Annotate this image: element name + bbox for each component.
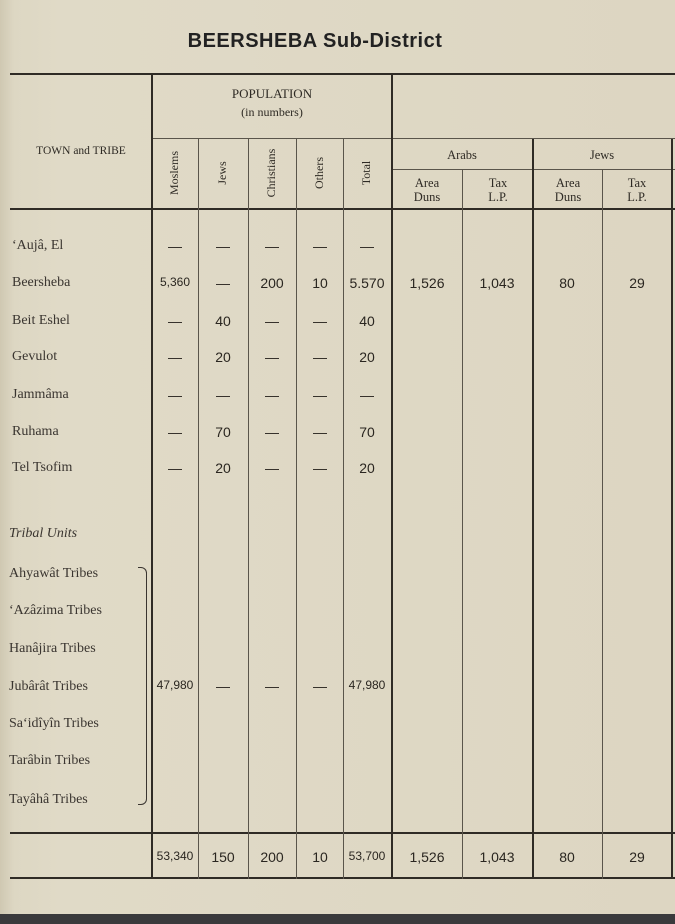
table-cell: 5.570 — [349, 275, 385, 291]
total-cell: 53,340 — [156, 849, 194, 863]
total-cell: 29 — [629, 849, 645, 865]
table-cell: — — [168, 387, 182, 403]
population-header: POPULATION — [231, 86, 313, 101]
total-cell: 1,526 — [409, 849, 445, 865]
table-cell: 1,043 — [479, 275, 515, 291]
table-cell: — — [168, 238, 182, 254]
tribe-label: Jubârât Tribes — [9, 679, 88, 694]
table-cell: — — [313, 424, 327, 440]
table-cell: — — [265, 313, 279, 329]
table-cell: 20 — [215, 460, 231, 476]
total-cell: 1,043 — [479, 849, 515, 865]
table-cell: 70 — [215, 424, 231, 440]
total-cell: 200 — [260, 849, 284, 865]
tribe-label: Hanâjira Tribes — [9, 641, 96, 656]
tribes-brace — [138, 567, 147, 805]
col-header-total: Total — [359, 160, 373, 186]
table-cell: — — [313, 349, 327, 365]
table-cell: — — [216, 238, 230, 254]
row-label: Gevulot — [12, 349, 58, 364]
table-cell: 20 — [359, 349, 375, 365]
bottom-strip — [0, 914, 675, 924]
col-rule-jews-land — [532, 139, 534, 879]
table-cell: 80 — [559, 275, 575, 291]
table-cell: — — [216, 387, 230, 403]
table-cell: 200 — [260, 275, 284, 291]
page-title: BEERSHEBA Sub-District — [187, 30, 443, 52]
total-cell: 53,700 — [348, 849, 386, 863]
tribe-label: ‘Azâzima Tribes — [9, 603, 102, 618]
col-rule-label — [151, 73, 153, 879]
table-cell: 40 — [215, 313, 231, 329]
row-label: Beit Eshel — [12, 313, 70, 328]
total-cell: 80 — [559, 849, 575, 865]
jews-land-header: Jews — [589, 148, 615, 162]
tribal-value-cell: — — [216, 678, 230, 694]
row-label: Jammâma — [12, 387, 69, 402]
table-cell: — — [313, 387, 327, 403]
row-label: Tel Tsofim — [12, 460, 73, 475]
row-label: Ruhama — [12, 424, 59, 439]
table-cell: 5,360 — [159, 275, 191, 289]
tribal-value-cell: 47,980 — [348, 678, 386, 692]
table-cell: — — [313, 238, 327, 254]
table-cell: 70 — [359, 424, 375, 440]
table-cell: — — [360, 387, 374, 403]
col-header-christians: Christians — [264, 148, 278, 198]
col-header-jews: Jews — [215, 161, 229, 185]
total-cell: 10 — [312, 849, 328, 865]
table-cell: — — [265, 460, 279, 476]
table-top-rule — [10, 73, 675, 75]
table-cell: — — [265, 424, 279, 440]
table-cell: 20 — [359, 460, 375, 476]
table-cell: — — [216, 275, 230, 291]
arab-tax-header: Tax L.P. — [488, 176, 508, 204]
table-cell: — — [168, 460, 182, 476]
arabs-jews-header-rule — [392, 169, 675, 170]
col-header-others: Others — [312, 157, 326, 189]
table-cell: 1,526 — [409, 275, 445, 291]
tribe-label: Sa‘idîyîn Tribes — [9, 716, 99, 731]
tribal-units-heading: Tribal Units — [9, 526, 78, 541]
table-cell: 20 — [215, 349, 231, 365]
table-cell: 29 — [629, 275, 645, 291]
arabs-header: Arabs — [447, 148, 477, 162]
total-cell: 150 — [211, 849, 235, 865]
table-cell: 10 — [312, 275, 328, 291]
arab-area-header: Area Duns — [413, 176, 441, 204]
jew-area-header: Area Duns — [554, 176, 582, 204]
tribe-label: Tarâbin Tribes — [9, 753, 91, 768]
tribal-value-cell: 47,980 — [156, 678, 194, 692]
row-label: ‘Aujâ, El — [12, 238, 64, 253]
tribe-label: Ahyawât Tribes — [9, 566, 99, 581]
table-cell: — — [168, 424, 182, 440]
table-cell: — — [265, 387, 279, 403]
table-cell: — — [313, 460, 327, 476]
tribe-label: Tayâhâ Tribes — [9, 792, 88, 807]
town-tribe-header: TOWN and TRIBE — [36, 145, 126, 157]
tribal-value-cell: — — [265, 678, 279, 694]
table-cell: — — [168, 313, 182, 329]
table-cell: — — [265, 238, 279, 254]
population-subheader: (in numbers) — [241, 105, 303, 119]
table-cell: 40 — [359, 313, 375, 329]
table-cell: — — [168, 349, 182, 365]
col-header-moslems: Moslems — [167, 151, 181, 196]
table-cell: — — [360, 238, 374, 254]
table-cell: — — [313, 313, 327, 329]
col-rule-right — [671, 139, 673, 879]
tribal-value-cell: — — [313, 678, 327, 694]
table-cell: — — [265, 349, 279, 365]
row-label: Beersheba — [12, 275, 71, 290]
jew-tax-header: Tax L.P. — [627, 176, 647, 204]
